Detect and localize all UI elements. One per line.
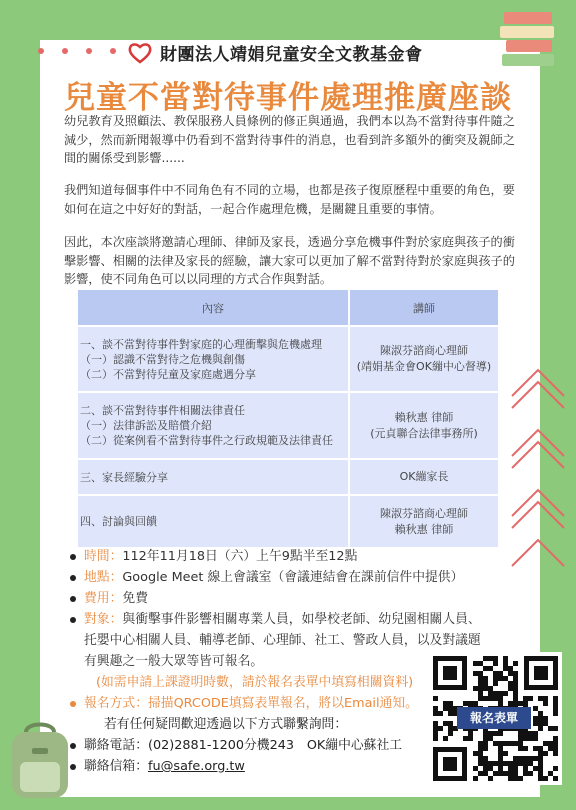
table-row: [78, 460, 498, 494]
table-cell-content: 三、家長經驗分享: [78, 460, 348, 494]
detail-time: 時間：112年11月18日（六）上午9點半至12點: [66, 546, 486, 567]
table-cell-speaker: 賴秋惠 律師 (元貞聯合法律事務所): [350, 393, 498, 458]
chevron-decoration: [508, 360, 568, 580]
qr-label: 報名表單: [457, 707, 531, 729]
table-row: [78, 496, 498, 547]
table-row: [78, 393, 498, 458]
event-details: [66, 546, 486, 714]
table-header-content: 內容: [78, 290, 348, 325]
contact-phone: 聯絡電話：(02)2881-1200分機243 OK繃中心蘇社工: [66, 735, 486, 756]
backpack-illustration: [4, 718, 76, 802]
decorative-dots: [36, 44, 126, 58]
table-cell-content: 一、談不當對待事件對家庭的心理衝擊與危機處理 （一）認識不當對待之危機與創傷 （二）不當對待兒童及家庭處遇分享: [78, 327, 348, 391]
detail-audience: 對象：與衝擊事件影響相關專業人員，如學校老師、幼兒園相關人員、托嬰中心相關人員、輔導老師、心理師、社工、警政人員，以及對議題有興趣之一般大眾等皆可報名。: [66, 609, 486, 672]
table-header-speaker: 講師: [350, 290, 498, 325]
registration-qr-code[interactable]: [429, 652, 562, 785]
table-cell-speaker: OK繃家長: [350, 460, 498, 494]
intro-paragraph-2: 我們知道每個事件中不同角色有不同的立場，也都是孩子復原歷程中重要的角色，要如何在這之中好好的對話，一起合作處理危機，是關鍵且重要的事情。: [64, 183, 515, 216]
intro-paragraph-3: 因此，本次座談將邀請心理師、律師及家長，透過分享危機事件對於家庭與孩子的衝擊影響、相關的法律及家長的經驗，讓大家可以更加了解不當對待對於家庭與孩子的影響，使不同角色可以以同理的方式合作與對話。: [64, 235, 515, 286]
books-illustration: [498, 8, 558, 70]
detail-place: 地點：Google Meet 線上會議室（會議連結會在課前信件中提供）: [66, 567, 486, 588]
detail-registration: 報名方式：掃描QRCODE填寫表單報名，將以Email通知。: [66, 693, 486, 714]
foundation-logo: [128, 42, 152, 64]
contact-section: [66, 714, 486, 777]
table-cell-speaker: 陳淑芬諮商心理師 (靖娟基金會OK繃中心督導): [350, 327, 498, 391]
org-name: 財團法人靖娟兒童安全文教基金會: [160, 45, 423, 65]
schedule-table: [76, 288, 500, 549]
contact-email: 聯絡信箱：fu@safe.org.tw: [66, 756, 486, 777]
email-link[interactable]: fu@safe.org.tw: [147, 759, 245, 774]
table-cell-speaker: 陳淑芬諮商心理師 賴秋惠 律師: [350, 496, 498, 547]
detail-fee: 費用：免費: [66, 588, 486, 609]
contact-intro: 若有任何疑問歡迎透過以下方式聯繫詢問：: [104, 717, 348, 732]
certificate-note: (如需申請上課證明時數，請於報名表單中填寫相關資料): [96, 675, 414, 690]
table-cell-content: 二、談不當對待事件相關法律責任 （一）法律訴訟及賠償介紹 （二）從案例看不當對待事件之行政規範及法律責任: [78, 393, 348, 458]
page-title: 兒童不當對待事件處理推廣座談: [64, 80, 512, 116]
intro-paragraph-1: 幼兒教育及照顧法、教保服務人員條例的修正與通過，我們本以為不當對待事件隨之減少，然而新聞報導中仍看到不當對待事件的消息，也看到許多額外的衝突及親師之間的關係受到影響......: [64, 114, 515, 165]
table-cell-content: 四、討論與回饋: [78, 496, 348, 547]
table-row: [78, 327, 498, 391]
